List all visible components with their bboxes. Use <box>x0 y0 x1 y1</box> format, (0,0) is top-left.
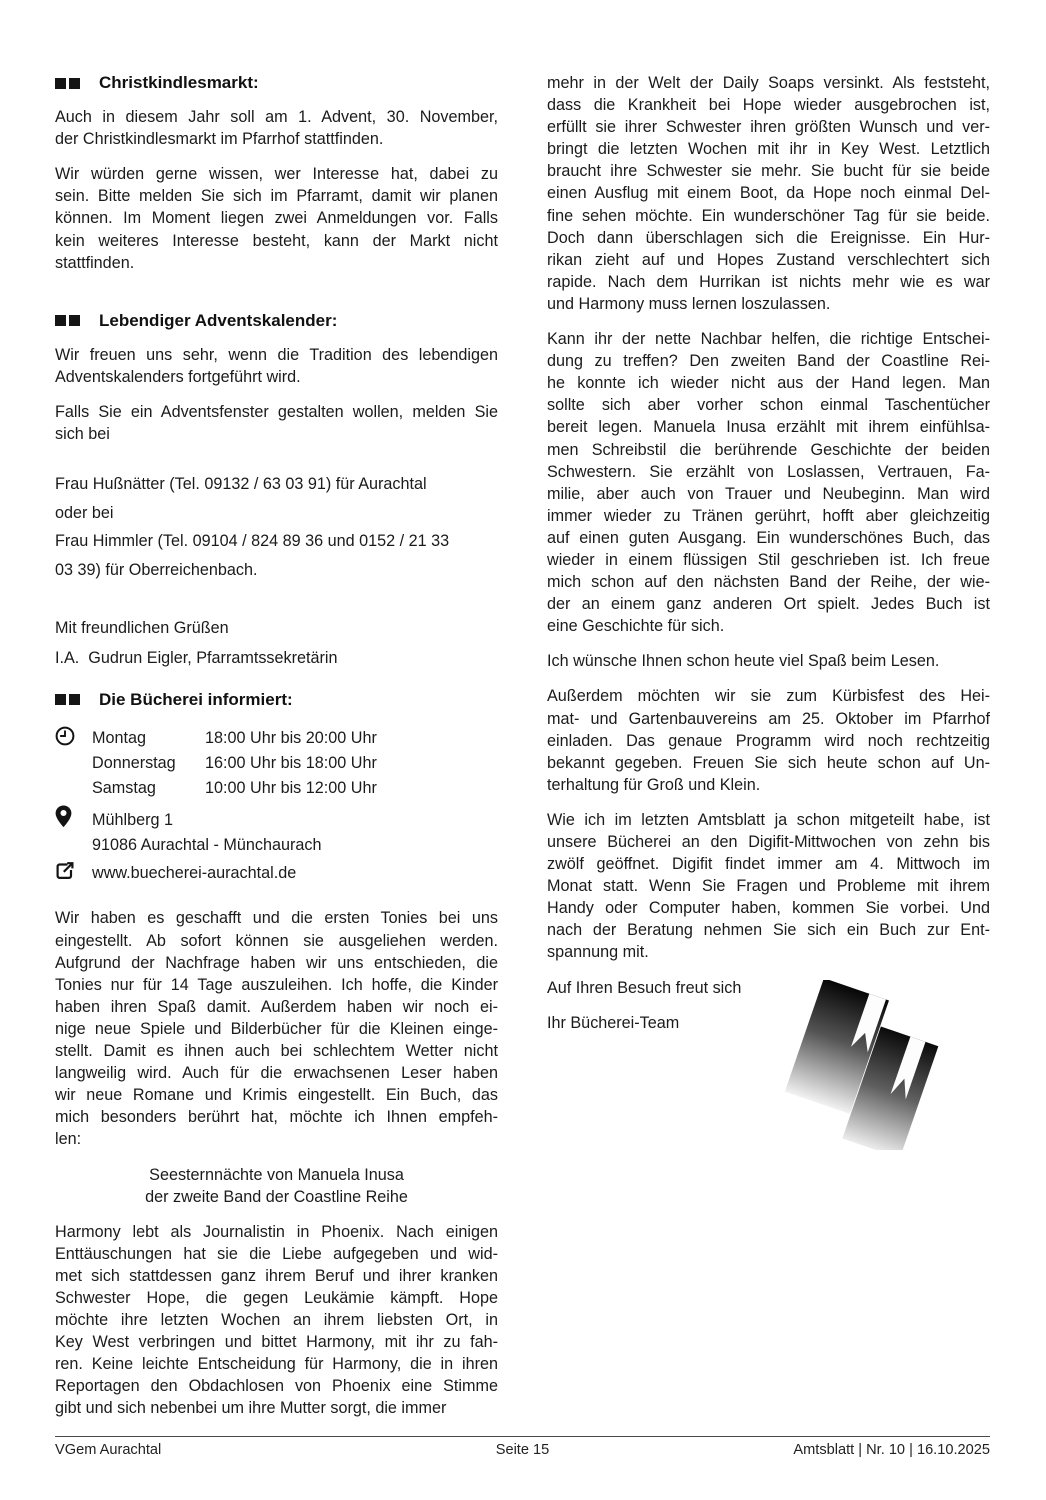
text-line: Kann ihr der nette Nachbar helfen, die richtige Entschei- <box>547 330 990 349</box>
section-heading-adventskalender <box>55 310 498 332</box>
text-line: mich schon auf den nächsten Band der Reihe, der wie- <box>547 573 990 592</box>
text-line: mehr in der Welt der Daily Soaps versinkt. Als feststeht, <box>547 74 990 92</box>
library-address-row <box>55 802 498 833</box>
text-line: Wir haben es geschafft und die ersten Tonies bei uns <box>55 909 498 928</box>
text-line: Wie ich im letzten Amtsblatt ja schon mitgeteilt habe, ist <box>547 810 990 829</box>
library-hours-row <box>55 776 498 801</box>
text-line: fine sehen möchte. Ein wunderschöner Tag für sie beide. <box>547 206 990 225</box>
text-line: stellt. Damit es ihnen auch bei schlechtem Wetter nicht <box>55 1042 498 1061</box>
text-line: Seesternnächte von Manuela Inusa <box>149 1165 404 1184</box>
text-line: Doch dann überschlagen sich die Ereignisse. Ein Hur- <box>547 228 990 247</box>
external-link-icon <box>55 858 92 886</box>
footer-page-number: Seite 15 <box>495 1442 550 1458</box>
text-line: möchte ihre letzten Wochen an ihrem liebsten Ort, in <box>55 1311 498 1330</box>
heading-marker-icon <box>55 78 80 89</box>
text-line: stattfinden. <box>55 253 135 272</box>
text-line: sein. Bitte melden Sie sich im Pfarramt, damit wir planen <box>55 187 498 206</box>
text-line: unsere Bücherei an den Digifit-Mittwochen von zehn bis <box>547 833 990 851</box>
text-line: len: <box>55 1130 82 1149</box>
text-line: wieder in einem flüssigen Stil geschrieben ist. Ich freue <box>547 550 990 569</box>
paragraph <box>55 907 498 1150</box>
signoff-text: Auf Ihren Besuch freut sich <box>547 978 742 997</box>
paragraph <box>55 1221 498 1420</box>
page-footer <box>55 1436 990 1458</box>
text-line: Mit freundlichen Grüßen <box>55 618 229 637</box>
text-line: haben ihren Spaß damit. Außerdem haben wir noch ei- <box>55 997 498 1016</box>
text-line: Außerdem möchten wir sie zum Kürbisfest des Hei- <box>547 687 990 706</box>
text-line: der an einem ganz anderen Ort spielt. Jedes Buch ist <box>547 595 990 614</box>
paragraph <box>55 163 498 273</box>
text-line: der Christkindlesmarkt im Pfarrhof stattfinden. <box>55 130 384 149</box>
text-line: können. Im Moment liegen zwei Anmeldungen vor. Falls <box>55 209 498 228</box>
footer-publication: VGem Aurachtal <box>55 1442 162 1458</box>
text-line: he konnte ich wieder nicht aus der Hand legen. Man <box>547 374 990 393</box>
text-line: und Harmony muss lernen loszulassen. <box>547 294 831 313</box>
section-heading-label: Christkindlesmarkt: <box>99 73 259 92</box>
library-time: 10:00 Uhr bis 12:00 Uhr <box>205 779 377 798</box>
text-line: terhaltung für Groß und Klein. <box>547 775 761 794</box>
text-line: I.A. Gudrun Eigler, Pfarramtssekretärin <box>55 648 338 667</box>
text-line: rikan zieht auf und Hopes Zustand verschlechtert sich <box>547 250 990 269</box>
text-line: mich besonders berührt hat, möchte ich Ihnen empfeh- <box>55 1108 498 1127</box>
text-line: nige neue Spiele und Bilderbücher für die Kleinen einge- <box>55 1019 498 1038</box>
library-address-line: Mühlberg 1 <box>92 810 173 829</box>
text-line: ren. Keine leichte Entscheidung für Harmony, die in ihren <box>55 1355 498 1374</box>
text-line: men Schreibstil die berührende Geschichte der beiden <box>547 440 990 459</box>
clock-icon <box>55 723 92 751</box>
text-line: Falls Sie ein Adventsfenster gestalten wollen, melden Sie <box>55 403 498 422</box>
paragraph <box>55 344 498 388</box>
text-line: dung zu treffen? Den zweiten Band der Coastline Rei- <box>547 352 990 371</box>
text-line: Monat statt. Wenn Sie Fragen und Probleme mit ihrem <box>547 877 990 896</box>
text-line: sich bei <box>55 425 110 444</box>
text-line: bringt die letzten Wochen mit ihr in Key West. Letztlich <box>547 140 990 159</box>
heading-marker-icon <box>55 694 80 705</box>
text-line: eine Geschichte für sich. <box>547 617 725 636</box>
section-heading-christkindlesmarkt <box>55 72 498 94</box>
text-line: erfüllt sie ihrer Schwester ihren größten Wunsch und ver- <box>547 118 990 137</box>
paragraph <box>547 685 990 795</box>
library-day: Donnerstag <box>92 753 176 772</box>
paragraph <box>55 106 498 150</box>
text-line: sollte sich aber vorher schon einmal Taschentücher <box>547 396 990 415</box>
text-line: einladen. Das genaue Programm wird noch rechtzeitig <box>547 731 990 750</box>
text-line: auf einen guten Ausgang. Ein wunderschönes Buch, das <box>547 528 990 547</box>
books-with-bookmarks-logo-svg <box>780 980 940 1150</box>
text-line: Enttäuschungen hat sie die Liebe aufgegeben und wid- <box>55 1244 498 1263</box>
paragraph <box>547 72 990 315</box>
footer-issue-info: Amtsblatt | Nr. 10 | 16.10.2025 <box>793 1442 990 1458</box>
library-address-row <box>55 833 498 858</box>
closing-block <box>55 613 498 673</box>
text-line: immer wieder zu Tränen gerührt, hofft aber gleichzeitig <box>547 506 990 525</box>
left-column <box>55 72 498 1433</box>
library-website-row <box>55 858 498 886</box>
text-line: rapide. Nach dem Hurrikan ist nichts mehr wie es war <box>547 272 990 291</box>
text-line: Frau Hußnätter (Tel. 09132 / 63 03 91) für Aurachtal <box>55 475 427 494</box>
text-line: 03 39) für Oberreichenbach. <box>55 561 258 579</box>
right-column <box>547 72 990 1433</box>
text-line: Wir würden gerne wissen, wer Interesse hat, dabei zu <box>55 165 498 184</box>
text-line: kein weiteres Interesse besteht, kann der Markt nicht <box>55 231 498 250</box>
contact-block <box>55 470 498 584</box>
text-line: bekannt gegeben. Freuen Sie sich heute schon auf Un- <box>547 753 990 772</box>
paragraph <box>547 328 990 637</box>
text-line: braucht ihre Schwester sie mehr. Sie bucht für sie beide <box>547 162 990 181</box>
library-time: 18:00 Uhr bis 20:00 Uhr <box>205 728 377 747</box>
book-recommendation <box>55 1164 498 1208</box>
text-line: Frau Himmler (Tel. 09104 / 824 89 36 und 0152 / 21 33 <box>55 532 450 551</box>
text-line: Harmony lebt als Journalistin in Phoenix. Nach einigen <box>55 1222 498 1241</box>
library-hours-row <box>55 723 498 751</box>
text-line: Schwester Hope, die gegen Leukämie kämpft. Hope <box>55 1288 498 1307</box>
section-heading-buecherei <box>55 689 498 711</box>
text-line: wir neue Romane und Krimis eingestellt. Ein Buch, das <box>55 1086 498 1105</box>
text-line: zwölf geöffnet. Digifit findet immer am 4. Mittwoch im <box>547 855 990 874</box>
section-heading-label: Lebendiger Adventskalender: <box>99 310 338 330</box>
section-heading-label: Die Bücherei informiert: <box>99 689 293 709</box>
library-hours-row <box>55 751 498 776</box>
paragraph <box>547 650 990 672</box>
text-line: Ich wünsche Ihnen schon heute viel Spaß beim Lesen. <box>547 652 940 671</box>
text-line: langweilig wird. Auch für die erwachsenen Leser haben <box>55 1064 498 1083</box>
text-line: der zweite Band der Coastline Reihe <box>145 1187 408 1206</box>
library-logo <box>780 980 940 1150</box>
text-line: Auch in diesem Jahr soll am 1. Advent, 30. November, <box>55 108 498 127</box>
text-line: eingestellt. Ab sofort können sie ausgeliehen werden. <box>55 931 498 950</box>
library-day: Samstag <box>92 779 156 798</box>
location-pin-icon <box>55 802 92 833</box>
text-line: oder bei <box>55 503 114 522</box>
text-line: gibt und sich nebenbei um ihre Mutter sorgt, die immer <box>55 1399 447 1418</box>
library-info <box>55 723 498 887</box>
text-line: Tonies nur für 14 Tage auszuleihen. Ich hoffe, die Kinder <box>55 975 498 994</box>
team-signature: Ihr Bücherei-Team <box>547 1013 680 1032</box>
text-line: spannung mit. <box>547 943 649 962</box>
text-line: Schwestern. Sie erzählt von Loslassen, Vertrauen, Fa- <box>547 462 990 481</box>
text-line: einen Ausflug mit einem Boot, da Hope noch einmal Del- <box>547 184 990 203</box>
heading-marker-icon <box>55 315 80 326</box>
text-line: Aufgrund der Nachfrage haben wir uns entschieden, die <box>55 953 498 972</box>
text-line: Key West verbringen und bittet Harmony, mit ihr zu fah- <box>55 1333 498 1352</box>
text-line: met sich stattdessen ganz ihrem Beruf und ihrer kranken <box>55 1266 498 1285</box>
text-line: milie, aber auch von Trauer und Neubeginn. Man wird <box>547 484 990 503</box>
library-address-line: 91086 Aurachtal - Münchaurach <box>92 835 322 854</box>
library-website-link: www.buecherei-aurachtal.de <box>92 864 297 883</box>
text-line: mat- und Gartenbauvereins am 25. Oktober im Pfarrhof <box>547 709 990 728</box>
text-line: Wir freuen uns sehr, wenn die Tradition des lebendigen <box>55 345 498 364</box>
text-line: nach der Beratung nehmen Sie sich ein Buch zur Ent- <box>547 921 990 940</box>
library-day: Montag <box>92 728 146 747</box>
library-time: 16:00 Uhr bis 18:00 Uhr <box>205 753 377 772</box>
text-line: Reportagen den Obdachlosen von Phoenix eine Stimme <box>55 1377 498 1396</box>
page-content <box>55 72 991 1433</box>
text-line: Adventskalenders fortgeführt wird. <box>55 367 301 386</box>
text-line: bereit legen. Manuela Inusa erzählt mit ihrem einfühlsa- <box>547 418 990 437</box>
paragraph <box>55 401 498 445</box>
text-line: Handy oder Computer haben, kommen Sie vorbei. Und <box>547 899 990 918</box>
text-line: dass die Krankheit bei Hope wieder ausgebrochen ist, <box>547 96 990 115</box>
paragraph <box>547 809 990 964</box>
